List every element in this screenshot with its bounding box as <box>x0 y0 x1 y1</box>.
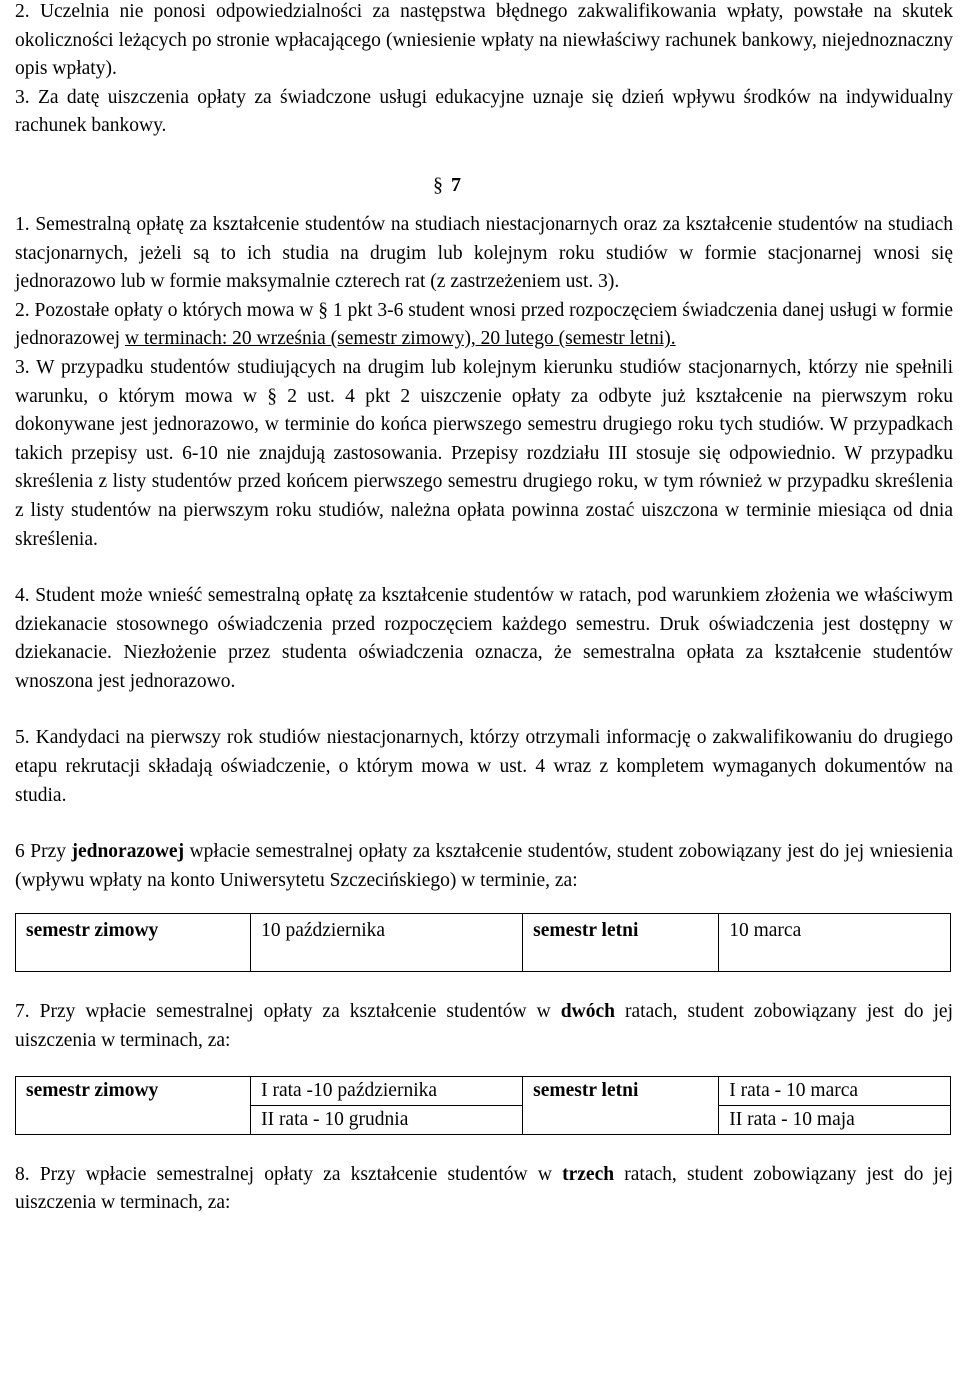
paragraph-8-bold: trzech <box>562 1163 615 1185</box>
paragraph-6-text-a: 6 Przy <box>15 841 72 863</box>
document-page <box>15 0 953 1218</box>
table2-winter-label: semestr zimowy <box>16 1076 251 1134</box>
paragraph-2 <box>15 297 953 354</box>
table1-summer-date: 10 marca <box>719 914 951 972</box>
table2-winter-rate-1: I rata -10 października <box>251 1076 523 1105</box>
paragraph-6 <box>15 838 953 895</box>
table2-summer-label: semestr letni <box>523 1076 719 1134</box>
paragraph-5: 5. Kandydaci na pierwszy rok studiów niestacjonarnych, którzy otrzymali informację o zakwalifikowaniu do drugiego etapu rekrutacji składają oświadczenie, o którym mowa w ust. 4 wraz z kompletem wymaganych dokumentów na studia. <box>15 727 953 806</box>
section-symbol: § <box>433 173 443 196</box>
section-number: 7 <box>451 173 461 196</box>
paragraph-3: 3. W przypadku studentów studiujących na drugim lub kolejnym kierunku studiów stacjonarnych, którzy nie spełnili warunku, o którym mowa w § 2 ust. 4 pkt 2 uiszczenie opłaty za odbyte już kształcenie na pierwszym roku dokonywane jest jednorazowo, w terminie do końca pierwszego semestru drugiego roku tych studiów. W przypadkach takich przepisy ust. 6-10 nie znajdują zastosowania. Przepisy rozdziału III stosuje się odpowiednio. W przypadku skreślenia z listy studentów przed końcem pierwszego semestru drugiego roku, w tym również w przypadku skreślenia z listy studentów na pierwszym roku studiów, należna opłata powinna zostać uiszczona w terminie miesiąca od dnia skreślenia. <box>15 356 953 550</box>
paragraph-top-3: 3. Za datę uiszczenia opłaty za świadczone usługi edukacyjne uznaje się dzień wpływu środków na indywidualny rachunek bankowy. <box>15 86 953 137</box>
paragraph-7-text-b: ratach, student zobowiązany jest do jej uiszczenia w terminach, za: <box>15 1001 954 1052</box>
paragraph-7-bold: dwóch <box>560 1001 615 1023</box>
paragraph-2-deadlines: w terminach: 20 września (semestr zimowy), 20 lutego (semestr letni). <box>124 328 676 350</box>
section-heading <box>433 171 953 199</box>
paragraph-7 <box>15 998 953 1055</box>
one-time-payment-table <box>15 913 951 972</box>
two-installment-table <box>15 1076 951 1135</box>
table2-summer-rate-2: II rata - 10 maja <box>719 1105 951 1134</box>
paragraph-6-bold: jednorazowej <box>71 841 185 863</box>
paragraph-8-text-a: 8. Przy wpłacie semestralnej opłaty za kształcenie studentów w <box>15 1163 563 1185</box>
table-row <box>16 1076 951 1105</box>
table1-winter-date: 10 października <box>251 914 523 972</box>
table2-winter-rate-2: II rata - 10 grudnia <box>251 1105 523 1134</box>
paragraph-4: 4. Student może wnieść semestralną opłatę za kształcenie studentów w ratach, pod warunkiem złożenia we właściwym dziekanacie stosownego oświadczenia przed rozpoczęciem każdego semestru. Druk oświadczenia jest dostępny w dziekanacie. Niezłożenie przez studenta oświadczenia oznacza, że semestralna opłata za kształcenie studentów wnoszona jest jednorazowo. <box>15 585 953 692</box>
paragraph-1: 1. Semestralną opłatę za kształcenie studentów na studiach niestacjonarnych oraz za kształcenie studentów na studiach stacjonarnych, jeżeli są to ich studia na drugim lub kolejnym roku studiów w formie stacjonarnej wnosi się jednorazowo lub w formie maksymalnie czterech rat (z zastrzeżeniem ust. 3). <box>15 213 953 293</box>
paragraph-7-text-a: 7. Przy wpłacie semestralnej opłaty za kształcenie studentów w <box>15 1001 561 1023</box>
table2-summer-rate-1: I rata - 10 marca <box>719 1076 951 1105</box>
paragraph-2-text: 2. Pozostałe opłaty o których mowa w § 1 pkt 3-6 student wnosi przed rozpoczęciem świadczenia danej usługi w formie jednorazowej <box>15 299 953 350</box>
table-row <box>16 914 951 972</box>
paragraph-top-2: 2. Uczelnia nie ponosi odpowiedzialności za następstwa błędnego zakwalifikowania wpłaty, powstałe na skutek okoliczności leżących po stronie wpłacającego (wniesienie wpłaty na niewłaściwy rachunek bankowy, niejednoznaczny opis wpłaty). <box>15 1 953 80</box>
paragraph-8-text-b: ratach, student zobowiązany jest do jej uiszczenia w terminach, za: <box>15 1163 953 1214</box>
paragraph-8 <box>15 1161 953 1218</box>
table1-winter-label: semestr zimowy <box>16 914 251 972</box>
paragraph-6-text-b: wpłacie semestralnej opłaty za kształcenie studentów, student zobowiązany jest do jej wniesienia (wpływu wpłaty na konto Uniwersytetu Szczecińskiego) w terminie, za: <box>15 841 953 891</box>
table1-summer-label: semestr letni <box>523 914 719 972</box>
